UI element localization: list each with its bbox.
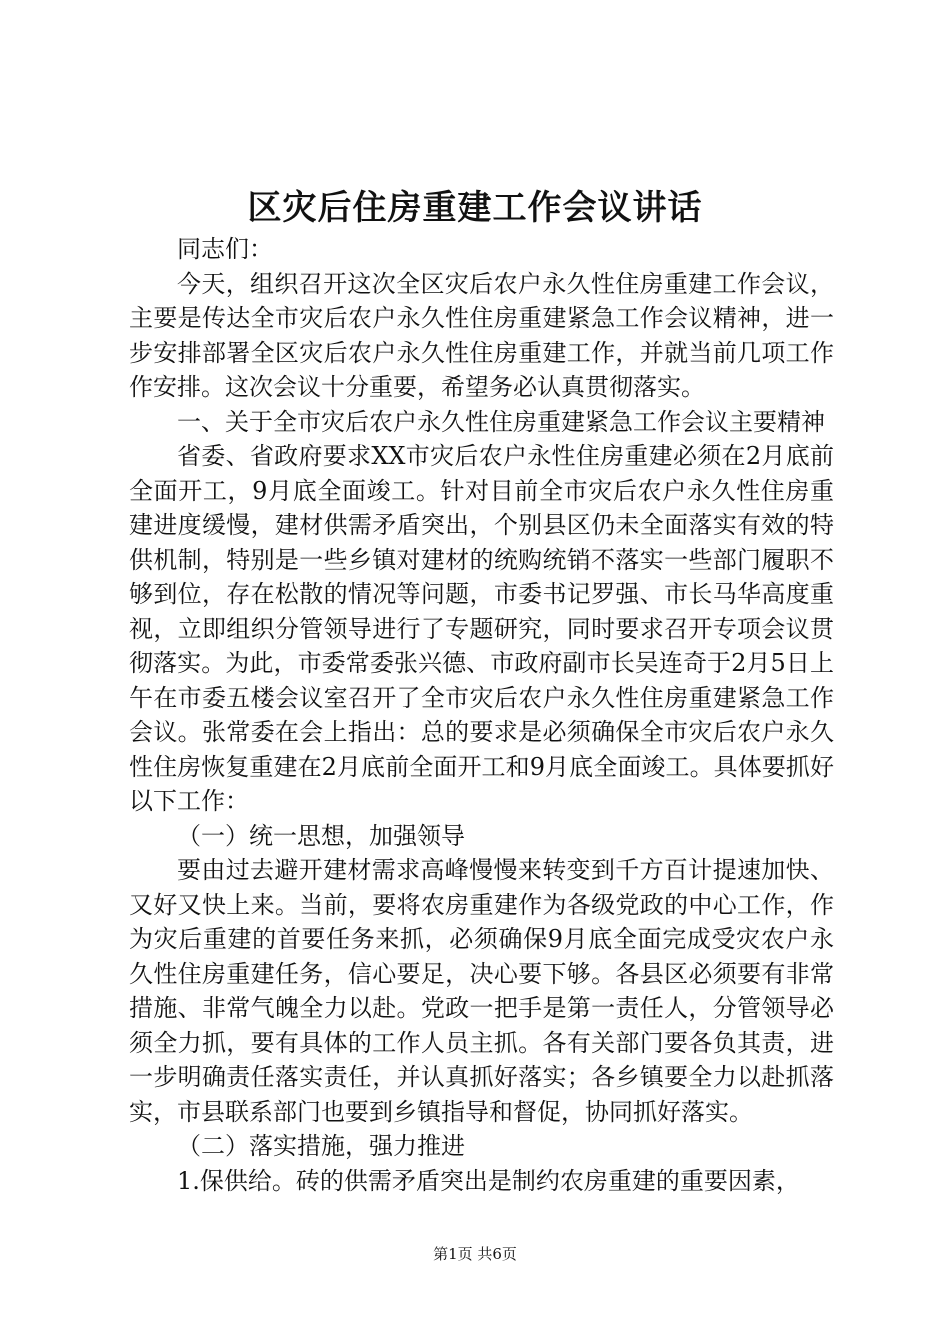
- document-title: 区灾后住房重建工作会议讲话: [247, 188, 703, 228]
- page-footer: 第1页 共6页: [433, 1245, 517, 1263]
- subsection-heading-1: （一）统一思想，加强领导: [177, 821, 465, 850]
- salutation: 同志们：: [177, 235, 273, 263]
- section-heading-1: 一、关于全市灾后农户永久性住房重建紧急工作会议主要精神: [177, 407, 825, 436]
- subsection-2-paragraph: 1.保供给。砖的供需矛盾突出是制约农房重建的重要因素，: [177, 1166, 800, 1195]
- subsection-1-paragraph: 要由过去避开建材需求高峰慢慢来转变到千方百计提速加快、又好又快上来。当前，要将农房重建作为各级党政的中心工作，作为灾后重建的首要任务来抓，必须确保9月底全面完成受灾农户永久性住房重建任务，信心要足，决心要下够。各县区必须要有非常措施、非常气魄全力以赴。党政一把手是第一责任人，分管领导必须全力抓，要有具体的工作人员主抓。各有关部门要各负其责，进一步明确责任落实责任，并认真抓好落实；各乡镇要全力以赴抓落实，市县联系部门也要到乡镇指导和督促，协同抓好落实。: [129, 856, 834, 1126]
- subsection-heading-2: （二）落实措施，强力推进: [177, 1132, 465, 1160]
- intro-paragraph: 今天，组织召开这次全区灾后农户永久性住房重建工作会议，主要是传达全市灾后农户永久性住房重建紧急工作会议精神，进一步安排部署全区灾后农户永久性住房重建工作，并就当前几项工作作安排。这次会议十分重要，希望务必认真贯彻落实。: [129, 269, 834, 401]
- document-body: [129, 232, 834, 1198]
- section-1-paragraph: 省委、省政府要求XX市灾后农户永性住房重建必须在2月底前全面开工，9月底全面竣工。针对目前全市灾后农户永久性住房重建进度缓慢，建材供需矛盾突出，个别县区仍未全面落实有效的特供机制，特别是一些乡镇对建材的统购统销不落实一些部门履职不够到位，存在松散的情况等问题，市委书记罗强、市长马华高度重视，立即组织分管领导进行了专题研究，同时要求召开专项会议贯彻落实。为此，市委常委张兴德、市政府副市长吴连奇于2月5日上午在市委五楼会议室召开了全市灾后农户永久性住房重建紧急工作会议。张常委在会上指出：总的要求是必须确保全市灾后农户永久性住房恢复重建在2月底前全面开工和9月底全面竣工。具体要抓好以下工作：: [129, 442, 834, 815]
